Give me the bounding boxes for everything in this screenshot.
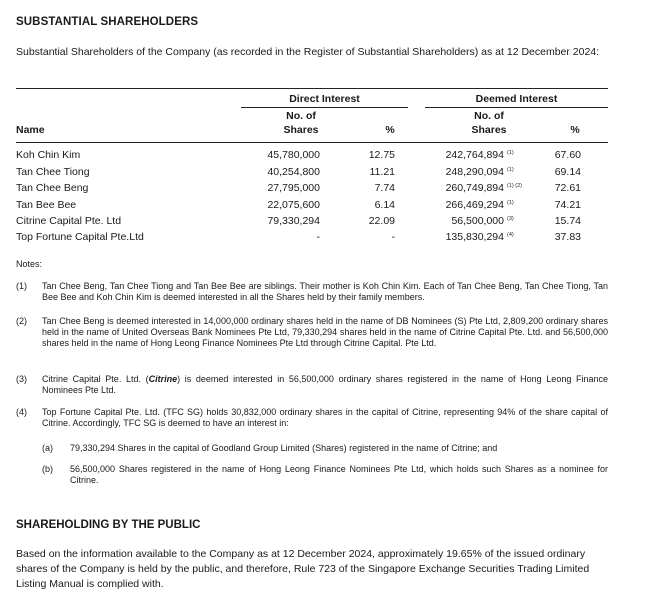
subnote-letter: (a)	[42, 443, 53, 453]
note-3	[16, 374, 608, 396]
col-deemed-shares: Shares	[471, 124, 507, 136]
row-deemed-footnote: (3)	[507, 215, 514, 222]
row-direct-pct: -	[391, 231, 395, 243]
row-direct-shares: -	[316, 231, 320, 243]
col-direct-no-of: No. of	[286, 110, 316, 122]
row-name: Top Fortune Capital Pte.Ltd	[16, 231, 144, 243]
subnote-a	[42, 443, 608, 454]
row-deemed-pct: 15.74	[554, 215, 581, 227]
subnote-b	[42, 464, 608, 486]
row-deemed-shares: 242,764,894	[445, 149, 504, 161]
row-deemed-shares: 135,830,294	[445, 231, 504, 243]
row-direct-pct: 7.74	[374, 182, 395, 194]
row-deemed-footnote: (1)	[507, 166, 514, 173]
subnote-text: 56,500,000 Shares registered in the name of Hong Leong Finance Nominees Pte Ltd, which holds such Shares as a nominee for Citrine.	[70, 464, 608, 485]
note-number: (4)	[16, 407, 27, 417]
note-number: (2)	[16, 316, 27, 326]
row-name: Koh Chin Kim	[16, 149, 81, 161]
row-deemed-shares: 56,500,000	[451, 215, 504, 227]
notes-label: Notes:	[16, 259, 43, 269]
col-direct-pct: %	[385, 124, 395, 136]
section-heading-public: SHAREHOLDING BY THE PUBLIC	[16, 519, 201, 531]
row-deemed-shares: 260,749,894	[445, 182, 504, 194]
header-bottom-rule	[16, 142, 608, 143]
closing-text: Based on the information available to the Company as at 12 December 2024, approximately 19.65% of the issued ordinary shares of the Company is held by the public, and therefore, Rule 723 of the Singapore Exchange Securities Trading Limited Listing Manual is complied with.	[16, 548, 590, 590]
row-deemed-footnote: (1)	[507, 199, 514, 206]
row-deemed-shares: 266,469,294	[445, 199, 504, 211]
row-deemed-pct: 74.21	[554, 199, 581, 211]
row-direct-pct: 22.09	[368, 215, 395, 227]
intro-text: Substantial Shareholders of the Company (as recorded in the Register of Substantial Shareholders) as at 12 December 2024:	[16, 46, 600, 58]
row-direct-pct: 6.14	[374, 199, 395, 211]
row-deemed-pct: 37.83	[554, 231, 581, 243]
note-text: Citrine Capital Pte. Ltd. (Citrine) is deemed interested in 56,500,000 ordinary shares registered in the name of Hong Leong Finance Nominees Pte Ltd.	[42, 374, 608, 395]
row-direct-pct: 12.75	[368, 149, 395, 161]
row-deemed-footnote: (1) (2)	[507, 182, 522, 189]
row-deemed-pct: 67.60	[554, 149, 581, 161]
row-name: Citrine Capital Pte. Ltd	[16, 215, 122, 227]
row-direct-shares: 40,254,800	[267, 166, 320, 178]
row-deemed-footnote: (4)	[507, 231, 514, 238]
note-text: Top Fortune Capital Pte. Ltd. (TFC SG) holds 30,832,000 ordinary shares in the capital of Citrine, representing 94% of the share capital of Citrine. Accordingly, TFC SG is deemed to have an interest in:	[42, 407, 608, 428]
deemed-interest-header: Deemed Interest	[475, 93, 558, 105]
row-name: Tan Chee Beng	[16, 182, 89, 194]
row-direct-shares: 45,780,000	[267, 149, 320, 161]
row-deemed-footnote: (1)	[507, 149, 514, 156]
row-direct-shares: 79,330,294	[267, 215, 320, 227]
note-text: Tan Chee Beng, Tan Chee Tiong and Tan Bee Bee are siblings. Their mother is Koh Chin Kim. Each of Tan Chee Beng, Tan Chee Tiong, Tan Bee Bee and Koh Chin Kim is deemed interested in all the Shares held by their family members.	[42, 281, 608, 302]
row-direct-pct: 11.21	[369, 166, 395, 178]
note-1	[16, 281, 608, 303]
row-direct-shares: 27,795,000	[267, 182, 320, 194]
note-number: (3)	[16, 374, 27, 384]
section-heading: SUBSTANTIAL SHAREHOLDERS	[16, 16, 199, 28]
note-text: Tan Chee Beng is deemed interested in 14,000,000 ordinary shares held in the name of DB Nominees (S) Pte Ltd, 2,809,200 ordinary shares held in the name of United Overseas Bank Nominees Pte Ltd, 79,330,294 shares held in the name of Citrine Capital Pte. Ltd. and 56,500,000 shares held in the name of Hong Leong Finance Nominees Pte Ltd through Citrine Capital. Pte Ltd.	[42, 316, 608, 348]
note-number: (1)	[16, 281, 27, 291]
deemed-group-rule	[425, 107, 608, 108]
col-direct-shares: Shares	[283, 124, 319, 136]
table-top-rule	[16, 88, 608, 89]
col-deemed-no-of: No. of	[474, 110, 504, 122]
row-name: Tan Chee Tiong	[16, 166, 90, 178]
note-4	[16, 407, 608, 429]
note-2	[16, 316, 608, 349]
row-deemed-pct: 72.61	[554, 182, 581, 194]
direct-interest-header: Direct Interest	[289, 93, 360, 105]
direct-group-rule	[241, 107, 408, 108]
row-deemed-shares: 248,290,094	[445, 166, 504, 178]
row-direct-shares: 22,075,600	[267, 199, 320, 211]
col-name-header: Name	[16, 124, 45, 136]
row-name: Tan Bee Bee	[16, 199, 77, 211]
subnote-text: 79,330,294 Shares in the capital of Goodland Group Limited (Shares) registered in the name of Citrine; and	[70, 443, 498, 453]
col-deemed-pct: %	[570, 124, 580, 136]
row-deemed-pct: 69.14	[554, 166, 581, 178]
subnote-letter: (b)	[42, 464, 53, 474]
